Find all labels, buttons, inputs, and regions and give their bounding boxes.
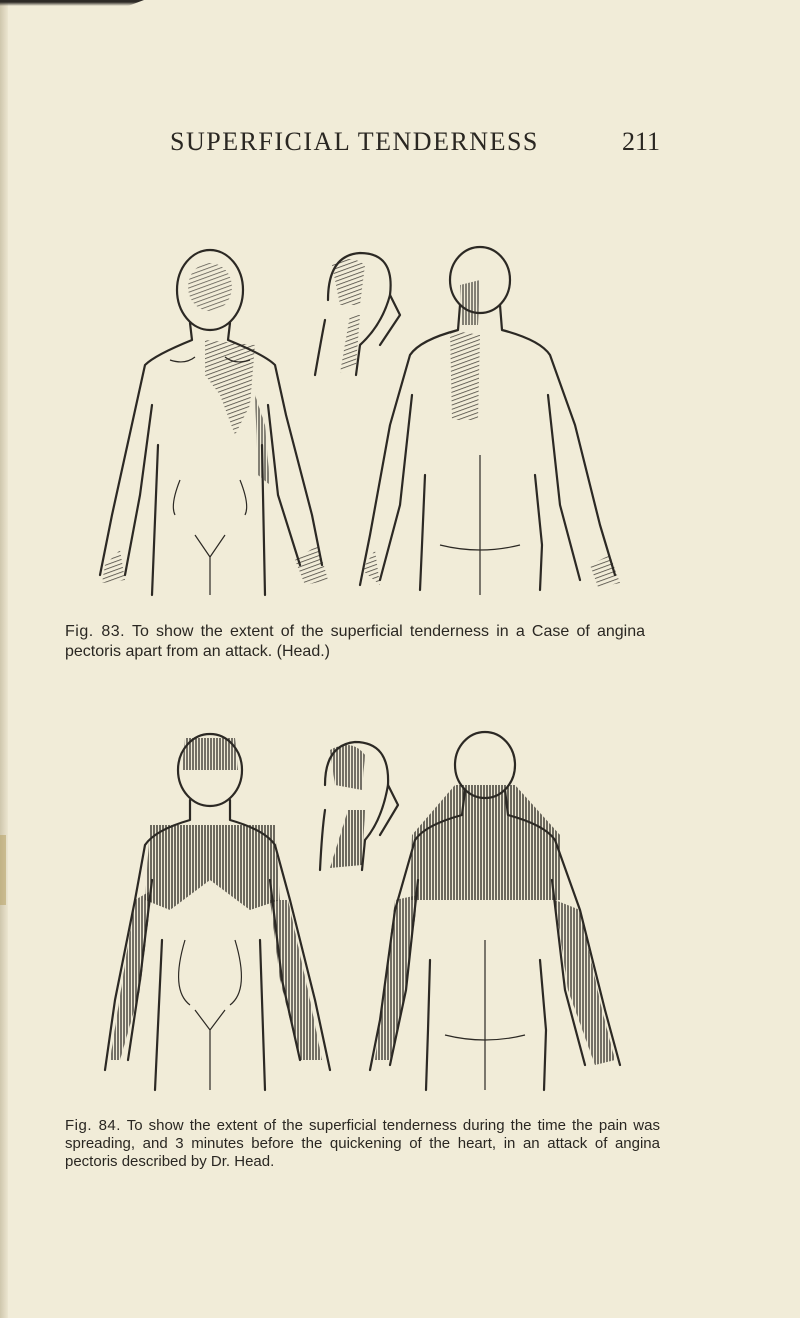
page-edge: [0, 0, 8, 1318]
tender-area-chest-84: [145, 825, 280, 910]
running-head-title: SUPERFICIAL TENDERNESS: [170, 127, 539, 156]
page-number: 211: [621, 127, 660, 156]
figure-83-illustration: [60, 245, 640, 600]
tender-area-upper-back: [410, 785, 560, 900]
figure-84-label: Fig. 84.: [65, 1117, 121, 1134]
back-body-outline-84: [370, 732, 620, 1090]
figure-83: [60, 245, 640, 600]
binding-mark: [0, 835, 6, 905]
front-body-outline: [100, 250, 328, 595]
tender-area-left-hand: [102, 550, 125, 583]
side-head-outline-84: [320, 742, 398, 870]
running-head: [170, 127, 660, 163]
tender-area-temple: [332, 259, 365, 305]
figure-84-illustration: [90, 730, 660, 1110]
figure-83-label: Fig. 83.: [65, 623, 126, 640]
front-body-outline-84: [105, 734, 330, 1090]
tender-area-face: [188, 263, 232, 311]
side-head-outline: [315, 253, 400, 375]
page-top-edge: [0, 0, 800, 6]
figure-84-caption-text: To show the extent of the superficial tenderness during the time the pain was spreading, and 3 minutes before the quickening of the heart, in an attack of angina pectoris described by Dr. Head.: [65, 1117, 660, 1170]
figure-84: [90, 730, 660, 1110]
tender-area-forehead: [182, 738, 238, 770]
tender-area-chest: [205, 340, 255, 435]
figure-83-caption-text: To show the extent of the superficial tenderness in a Case of angina pectoris apart from an attack. (Head.): [65, 623, 646, 660]
tender-area-neck: [330, 810, 365, 868]
figure-84-caption: [65, 1117, 660, 1171]
figure-83-caption: [65, 622, 645, 662]
tender-area-back: [450, 330, 480, 420]
back-body-outline: [360, 247, 620, 595]
